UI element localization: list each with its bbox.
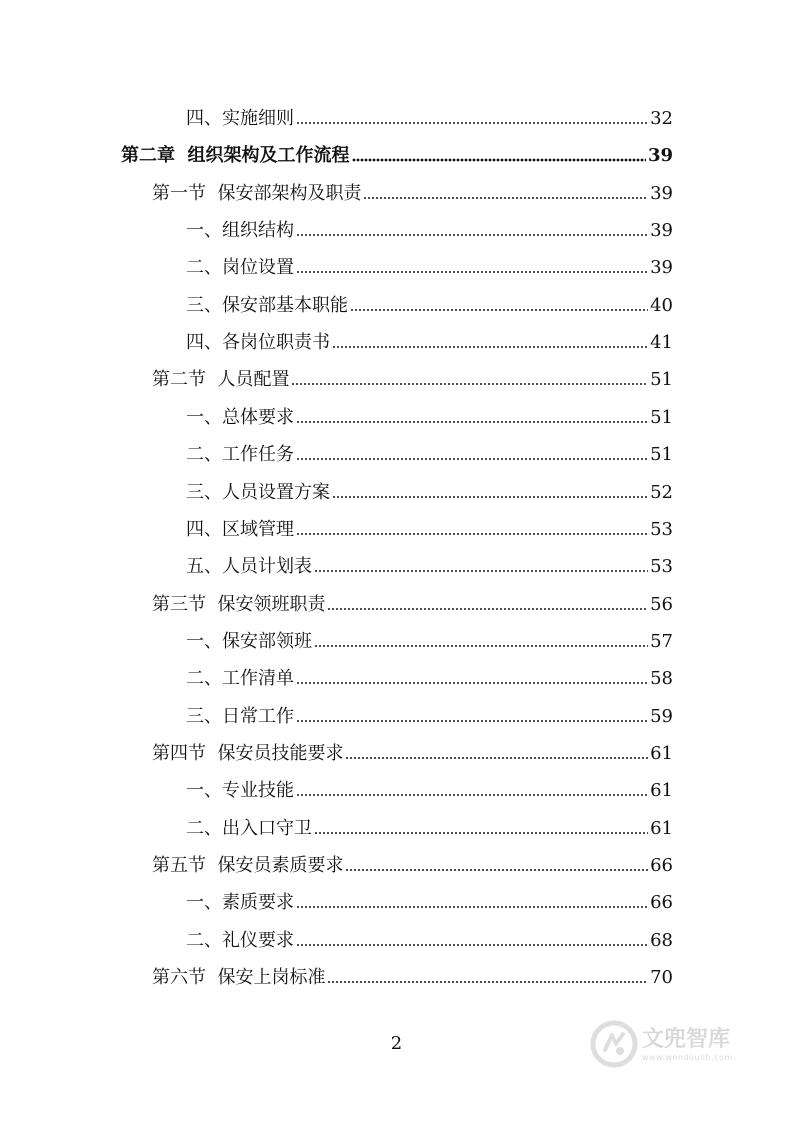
toc-item[interactable] — [186, 555, 673, 579]
toc-page-number: 59 — [650, 706, 673, 727]
toc-leader-dots — [296, 457, 648, 461]
toc-item[interactable] — [186, 294, 673, 318]
toc-page-number: 61 — [650, 743, 673, 764]
toc-page-number: 39 — [650, 220, 673, 241]
toc-leader-dots — [296, 121, 648, 125]
toc-item[interactable] — [186, 107, 673, 131]
toc-label: 二、工作清单 — [186, 668, 294, 689]
wendou-logo-icon — [590, 1020, 638, 1068]
toc-page-number: 39 — [650, 257, 673, 278]
toc-item[interactable] — [186, 331, 673, 355]
toc-section[interactable] — [152, 854, 673, 878]
toc-leader-dots — [291, 382, 648, 386]
toc-page-number: 61 — [650, 780, 673, 801]
toc-page-number: 66 — [650, 892, 673, 913]
toc-page-number: 70 — [650, 967, 673, 988]
toc-page-number: 51 — [650, 444, 673, 465]
toc-item[interactable] — [186, 705, 673, 729]
toc-leader-dots — [296, 943, 648, 947]
toc-leader-dots — [327, 607, 648, 611]
toc-item[interactable] — [186, 256, 673, 280]
toc-page-number: 52 — [650, 482, 673, 503]
toc-section[interactable] — [152, 368, 673, 392]
toc-page-number: 66 — [650, 855, 673, 876]
toc-label: 四、各岗位职责书 — [186, 332, 330, 353]
toc-label: 第二节 人员配置 — [152, 369, 290, 390]
toc-item[interactable] — [186, 817, 673, 841]
toc-label: 五、人员计划表 — [186, 556, 312, 577]
watermark-url: www.wendoulib.com — [642, 1052, 733, 1062]
toc-page-number: 51 — [650, 369, 673, 390]
toc-label: 三、人员设置方案 — [186, 482, 330, 503]
toc-label: 第三节 保安领班职责 — [152, 594, 326, 615]
toc-leader-dots — [296, 905, 648, 909]
toc-leader-dots — [363, 196, 648, 200]
toc-page-number: 39 — [650, 183, 673, 204]
toc-label: 二、工作任务 — [186, 444, 294, 465]
toc-label: 一、组织结构 — [186, 220, 294, 241]
toc-label: 三、日常工作 — [186, 706, 294, 727]
toc-label: 第五节 保安员素质要求 — [152, 855, 344, 876]
toc-item[interactable] — [186, 219, 673, 243]
toc-label: 第六节 保安上岗标准 — [152, 967, 326, 988]
toc-label: 二、礼仪要求 — [186, 930, 294, 951]
toc-page-number: 41 — [650, 332, 673, 353]
toc-leader-dots — [314, 831, 648, 835]
watermark — [590, 1016, 760, 1072]
toc-page-number: 56 — [650, 594, 673, 615]
toc-label: 一、素质要求 — [186, 892, 294, 913]
toc-label: 一、专业技能 — [186, 780, 294, 801]
toc-leader-dots — [296, 719, 648, 723]
toc-leader-dots — [296, 681, 648, 685]
toc-page-number: 32 — [650, 108, 673, 129]
toc-leader-dots — [327, 980, 648, 984]
toc-section[interactable] — [152, 966, 673, 990]
toc-leader-dots — [345, 868, 648, 872]
toc-section[interactable] — [152, 182, 673, 206]
toc-page-number: 68 — [650, 930, 673, 951]
toc-page-number: 39 — [647, 145, 673, 166]
toc-item[interactable] — [186, 406, 673, 430]
toc-item[interactable] — [186, 481, 673, 505]
toc-page-number: 51 — [650, 407, 673, 428]
toc-item[interactable] — [186, 779, 673, 803]
toc-leader-dots — [345, 756, 648, 760]
toc-label: 四、实施细则 — [186, 108, 294, 129]
toc-item[interactable] — [186, 891, 673, 915]
toc-leader-dots — [296, 270, 648, 274]
toc-item[interactable] — [186, 667, 673, 691]
toc-leader-dots — [296, 532, 648, 536]
toc-page-number: 53 — [650, 519, 673, 540]
toc-page-number: 57 — [650, 631, 673, 652]
toc-label: 第一节 保安部架构及职责 — [152, 183, 362, 204]
toc-leader-dots — [296, 233, 648, 237]
toc-leader-dots — [332, 495, 648, 499]
toc-leader-dots — [332, 345, 648, 349]
toc-leader-dots — [314, 569, 648, 573]
toc-section[interactable] — [152, 593, 673, 617]
toc-label: 一、保安部领班 — [186, 631, 312, 652]
toc-label: 二、出入口守卫 — [186, 818, 312, 839]
toc-item[interactable] — [186, 630, 673, 654]
toc-leader-dots — [314, 644, 648, 648]
toc-page-number: 61 — [650, 818, 673, 839]
toc-chapter[interactable] — [121, 144, 673, 168]
toc-label: 第二章 组织架构及工作流程 — [121, 145, 350, 166]
toc-leader-dots — [352, 158, 646, 162]
toc-item[interactable] — [186, 443, 673, 467]
toc-label: 四、区域管理 — [186, 519, 294, 540]
toc-label: 二、岗位设置 — [186, 257, 294, 278]
toc-page-number: 40 — [650, 295, 673, 316]
toc-page-number: 58 — [650, 668, 673, 689]
toc-label: 三、保安部基本职能 — [186, 295, 348, 316]
toc-label: 第四节 保安员技能要求 — [152, 743, 344, 764]
watermark-name: 文兜智库 — [642, 1026, 731, 1052]
toc-item[interactable] — [186, 518, 673, 542]
toc-page-number: 53 — [650, 556, 673, 577]
toc-label: 一、总体要求 — [186, 407, 294, 428]
page-number: 2 — [390, 1033, 403, 1054]
toc-leader-dots — [296, 420, 648, 424]
toc-leader-dots — [350, 308, 648, 312]
toc-section[interactable] — [152, 742, 673, 766]
toc-item[interactable] — [186, 929, 673, 953]
toc-leader-dots — [296, 793, 648, 797]
